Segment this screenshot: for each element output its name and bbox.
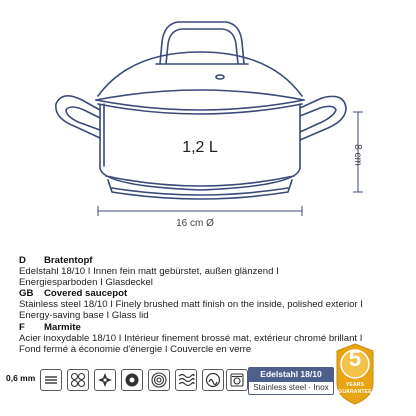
width-dimension-label: 16 cm Ø: [176, 218, 214, 229]
description-heading-fr: F Marmite: [19, 321, 81, 333]
description-line: Energy-saving base I Glass lid: [19, 310, 149, 322]
dishwasher-icon: [226, 369, 248, 391]
induction-icon: [175, 369, 197, 391]
material-label: [248, 367, 334, 397]
description-line: Fond fermé à économie d'énergie I Couvercle en verre: [19, 343, 252, 355]
material-label-top: Edelstahl 18/10: [248, 367, 334, 381]
pot-rim: [96, 90, 304, 100]
description-line: Edelstahl 18/10 I Innen fein matt gebürstet, außen glänzend I: [19, 266, 279, 278]
electric-plate-icon: [121, 369, 143, 391]
guarantee-badge: [335, 343, 375, 405]
halogen-icon: [202, 369, 224, 391]
material-label-bottom: Stainless steel · Inox: [248, 381, 334, 395]
lid-knob: [216, 75, 224, 79]
description-line: Energiesparboden I Glasdeckel: [19, 277, 153, 289]
thickness-label: 0,6 mm: [6, 373, 36, 383]
description-heading-gb: GB Covered saucepot: [19, 288, 128, 300]
description-line: Acier inoxydable 18/10 I Intérieur finement brossé mat, extérieur chromé brillant I: [19, 332, 363, 344]
gas-burner-icon: [94, 369, 116, 391]
guarantee-years-number: 5: [348, 346, 362, 371]
right-handle: [300, 96, 346, 140]
description-heading-de: D Bratentopf: [19, 255, 93, 266]
capacity-label: 1,2 L: [182, 139, 218, 156]
description-line: Stainless steel 18/10 I Finely brushed matt finish on the inside, polished exterior I: [19, 299, 363, 311]
cooktop-rings-icon: [67, 369, 89, 391]
ceramic-hob-icon: [148, 369, 170, 391]
guarantee-years-label: YEARS: [345, 382, 365, 388]
height-dimension-label: 8 cm: [352, 144, 363, 166]
product-description: [19, 255, 404, 355]
left-handle: [56, 96, 100, 138]
guarantee-label: GUARANTEE: [338, 389, 372, 395]
layer-thickness-icon: [40, 369, 62, 391]
